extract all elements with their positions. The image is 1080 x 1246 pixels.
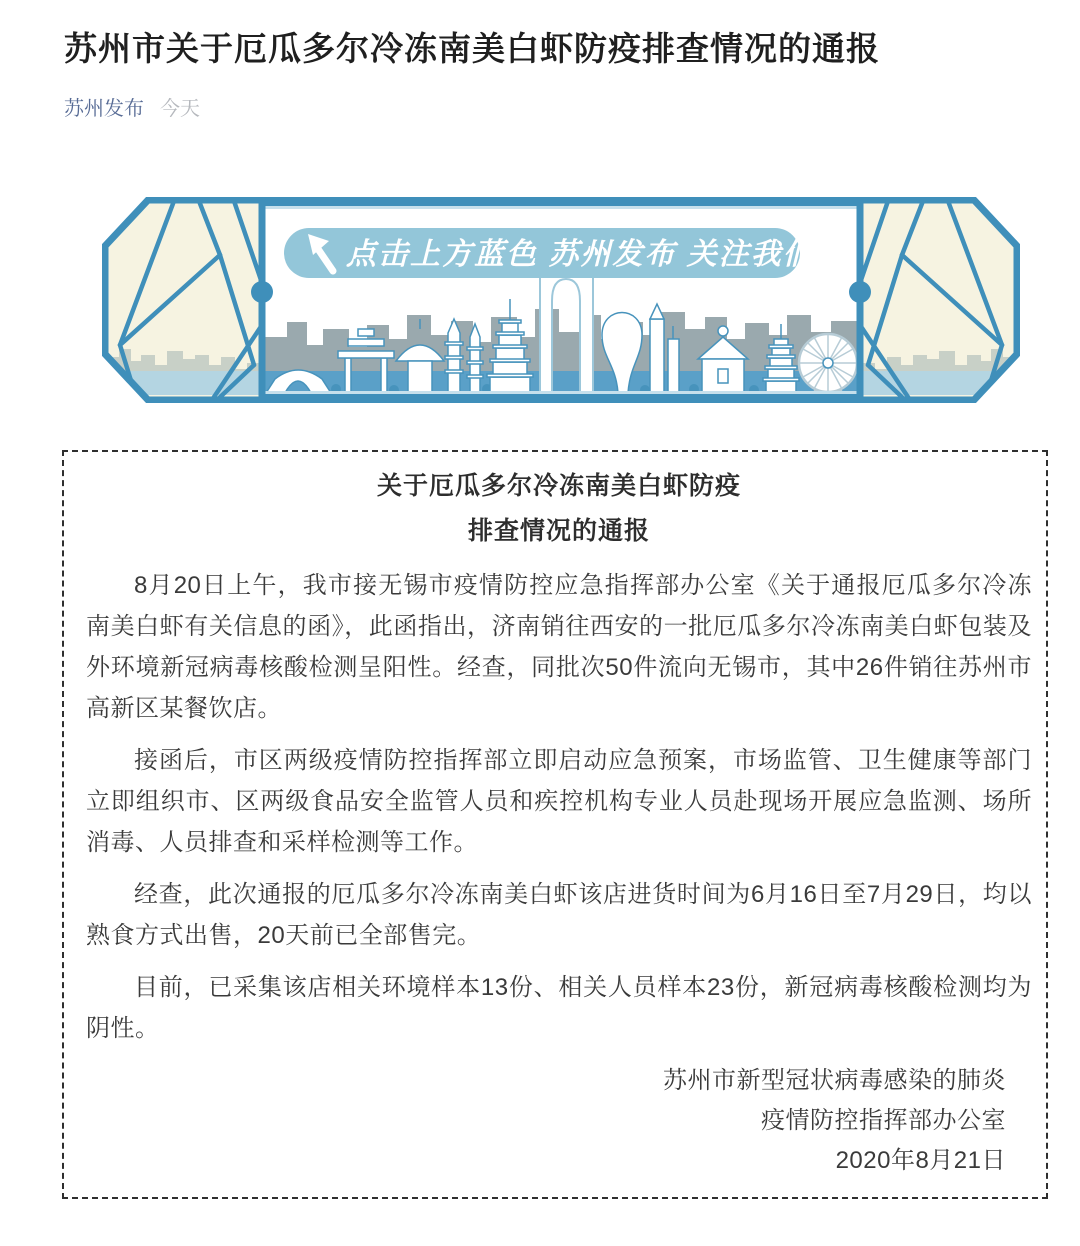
banner-caption: 点击上方蓝色 苏州发布 关注我们 [346, 238, 815, 271]
notice-box [62, 450, 1048, 1199]
signature-line2: 疫情防控指挥部办公室 [761, 1107, 1006, 1134]
ferris-wheel-icon [799, 334, 857, 393]
signature-line1: 苏州市新型冠状病毒感染的肺炎 [663, 1067, 1006, 1094]
banner-center-panel [263, 197, 859, 403]
signature-block [86, 1061, 1006, 1181]
banner-image[interactable] [102, 197, 1020, 403]
notice-paragraph: 接函后，市区两级疫情防控指挥部立即启动应急预案，市场监管、卫生健康等部门立即组织市、区两级食品安全监管人员和疾控机构专业人员赴现场开展应急监测、场所消毒、人员排查和采样检测等工作。 [86, 747, 1032, 856]
account-link[interactable]: 苏州发布 [64, 98, 144, 120]
notice-title [86, 464, 1032, 554]
article-page [0, 26, 1080, 1199]
publish-date: 今天 [160, 98, 200, 120]
notice-paragraph: 经查，此次通报的厄瓜多尔冷冻南美白虾该店进货时间为6月16日至7月29日，均以熟食方式出售，20天前已全部售完。 [86, 881, 1032, 949]
notice-paragraph: 目前，已采集该店相关环境样本13份、相关人员样本23份，新冠病毒核酸检测均为阴性。 [86, 974, 1032, 1042]
notice-paragraph: 8月20日上午，我市接无锡市疫情防控应急指挥部办公室《关于通报厄瓜多尔冷冻南美白虾有关信息的函》，此函指出，济南销往西安的一批厄瓜多尔冷冻南美白虾包装及外环境新冠病毒核酸检测呈阳性。经查，同批次50件流向无锡市，其中26件销往苏州市高新区某餐饮店。 [86, 572, 1032, 722]
suzhou-skyline-illustration [102, 197, 1020, 403]
page-title: 苏州市关于厄瓜多尔冷冻南美白虾防疫排查情况的通报 [64, 30, 880, 67]
banner-endcap-left [102, 197, 273, 403]
signature-line3: 2020年8月21日 [835, 1147, 1006, 1174]
banner-caption-pill [284, 228, 818, 278]
banner-endcap-right [849, 197, 1020, 403]
notice-title-line1: 关于厄瓜多尔冷冻南美白虾防疫 [376, 472, 741, 500]
notice-title-line2: 排查情况的通报 [467, 517, 650, 545]
byline [64, 97, 1016, 121]
